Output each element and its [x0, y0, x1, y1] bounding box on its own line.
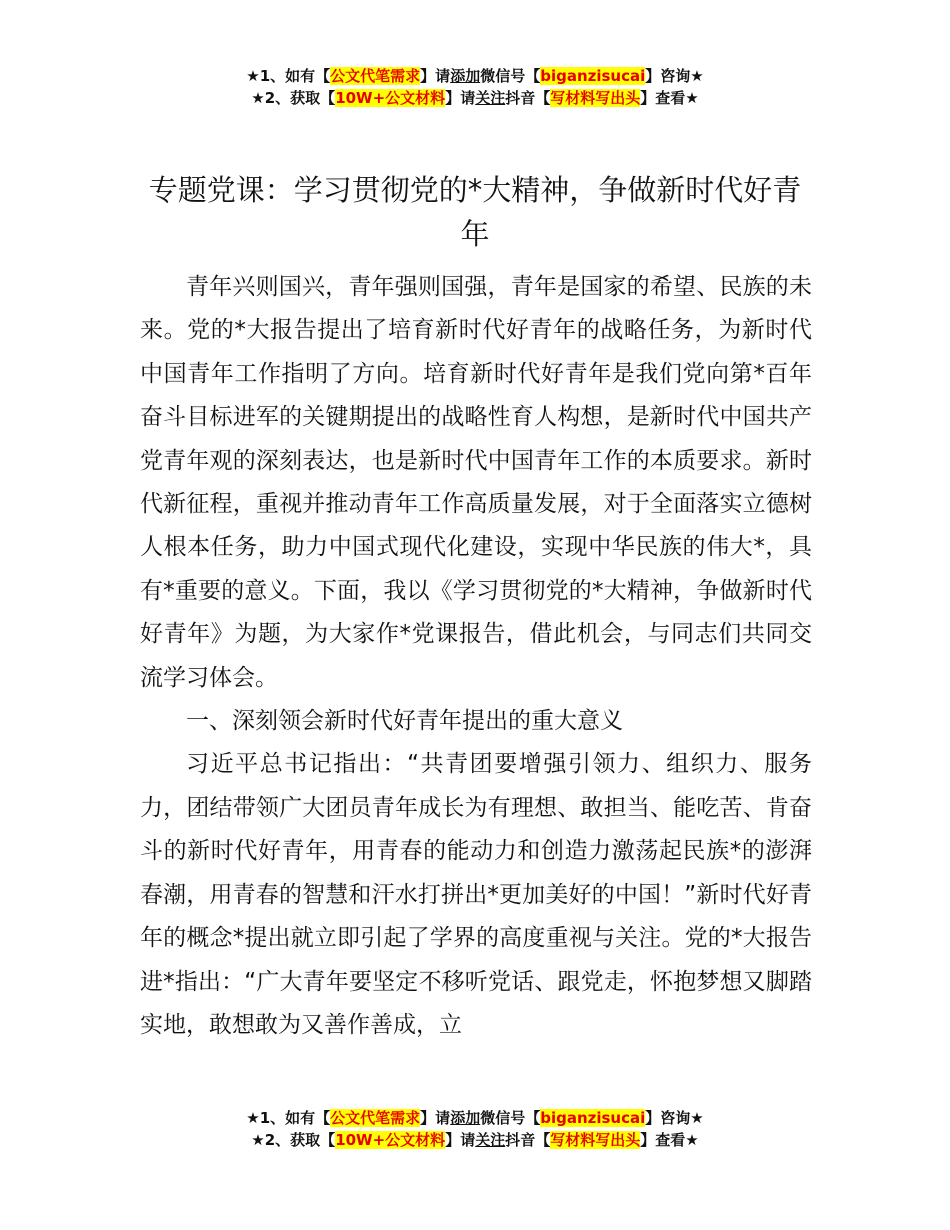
banner-text: 】查看★ [640, 1131, 699, 1149]
banner-text: 抖音【 [505, 1131, 551, 1149]
banner-line-1 [0, 1107, 950, 1129]
document-title: 专题党课：学习贯彻党的*大精神，争做新时代好青年 [148, 173, 802, 251]
banner-text: ★1、如有【 [246, 67, 331, 85]
banner-line-2 [0, 87, 950, 109]
banner-text: 】请 [445, 89, 476, 107]
banner-line-1 [0, 65, 950, 87]
banner-highlight-materials: 10W+公文材料 [335, 1131, 446, 1149]
banner-emphasis: 关注 [475, 1131, 506, 1149]
banner-text: 】咨询★ [645, 1109, 704, 1127]
banner-highlight-service: 公文代笔需求 [330, 67, 421, 85]
banner-highlight-douyin: 写材料写出头 [550, 1131, 641, 1149]
banner-emphasis: 添加 [450, 67, 481, 85]
banner-text: ★2、获取【 [251, 89, 336, 107]
paragraph-intro: 青年兴则国兴，青年强则国强，青年是国家的希望、民族的未来。党的*大报告提出了培育新时代好青年的战略任务，为新时代中国青年工作指明了方向。培育新时代好青年是我们党向第*百年奋斗目标进军的关键期提出的战略性育人构想，是新时代中国共产党青年观的深刻表达，也是新时代中国青年工作的本质要求。新时代新征程，重视并推动青年工作高质量发展，对于全面落实立德树人根本任务，助力中国式现代化建设，实现中华民族的伟大*，具有*重要的意义。下面，我以《学习贯彻党的*大精神，争做新时代好青年》为题，为大家作*党课报告，借此机会，与同志们共同交流学习体会。 [140, 274, 812, 691]
banner-text: 微信号【 [480, 67, 541, 85]
banner-highlight-wechat: biganzisucai [540, 1109, 646, 1127]
document-body [140, 266, 812, 1047]
banner-text: 】咨询★ [645, 67, 704, 85]
footer-banner [0, 1107, 950, 1151]
banner-emphasis: 关注 [475, 89, 506, 107]
banner-highlight-wechat: biganzisucai [540, 67, 646, 85]
section-heading-1: 一、深刻领会新时代好青年提出的重大意义 [186, 708, 623, 735]
header-banner [0, 65, 950, 109]
banner-line-2 [0, 1129, 950, 1151]
banner-text: 微信号【 [480, 1109, 541, 1127]
banner-text: ★1、如有【 [246, 1109, 331, 1127]
paragraph-section-1: 习近平总书记指出：“共青团要增强引领力、组织力、服务力，团结带领广大团员青年成长为有理想、敢担当、能吃苦、肯奋斗的新时代好青年，用青春的能动力和创造力激荡起民族*的澎湃春潮，用青春的智慧和汗水打拼出*更加美好的中国！”新时代好青年的概念*提出就立即引起了学界的高度重视与关注。党的*大报告进*指出：“广大青年要坚定不移听党话、跟党走，怀抱梦想又脚踏实地，敢想敢为又善作善成，立 [140, 751, 812, 1038]
banner-emphasis: 添加 [450, 1109, 481, 1127]
banner-text: 抖音【 [505, 89, 551, 107]
banner-highlight-service: 公文代笔需求 [330, 1109, 421, 1127]
banner-highlight-materials: 10W+公文材料 [335, 89, 446, 107]
banner-highlight-douyin: 写材料写出头 [550, 89, 641, 107]
banner-text: ★2、获取【 [251, 1131, 336, 1149]
banner-text: 】请 [420, 67, 451, 85]
banner-text: 】查看★ [640, 89, 699, 107]
banner-text: 】请 [420, 1109, 451, 1127]
banner-text: 】请 [445, 1131, 476, 1149]
